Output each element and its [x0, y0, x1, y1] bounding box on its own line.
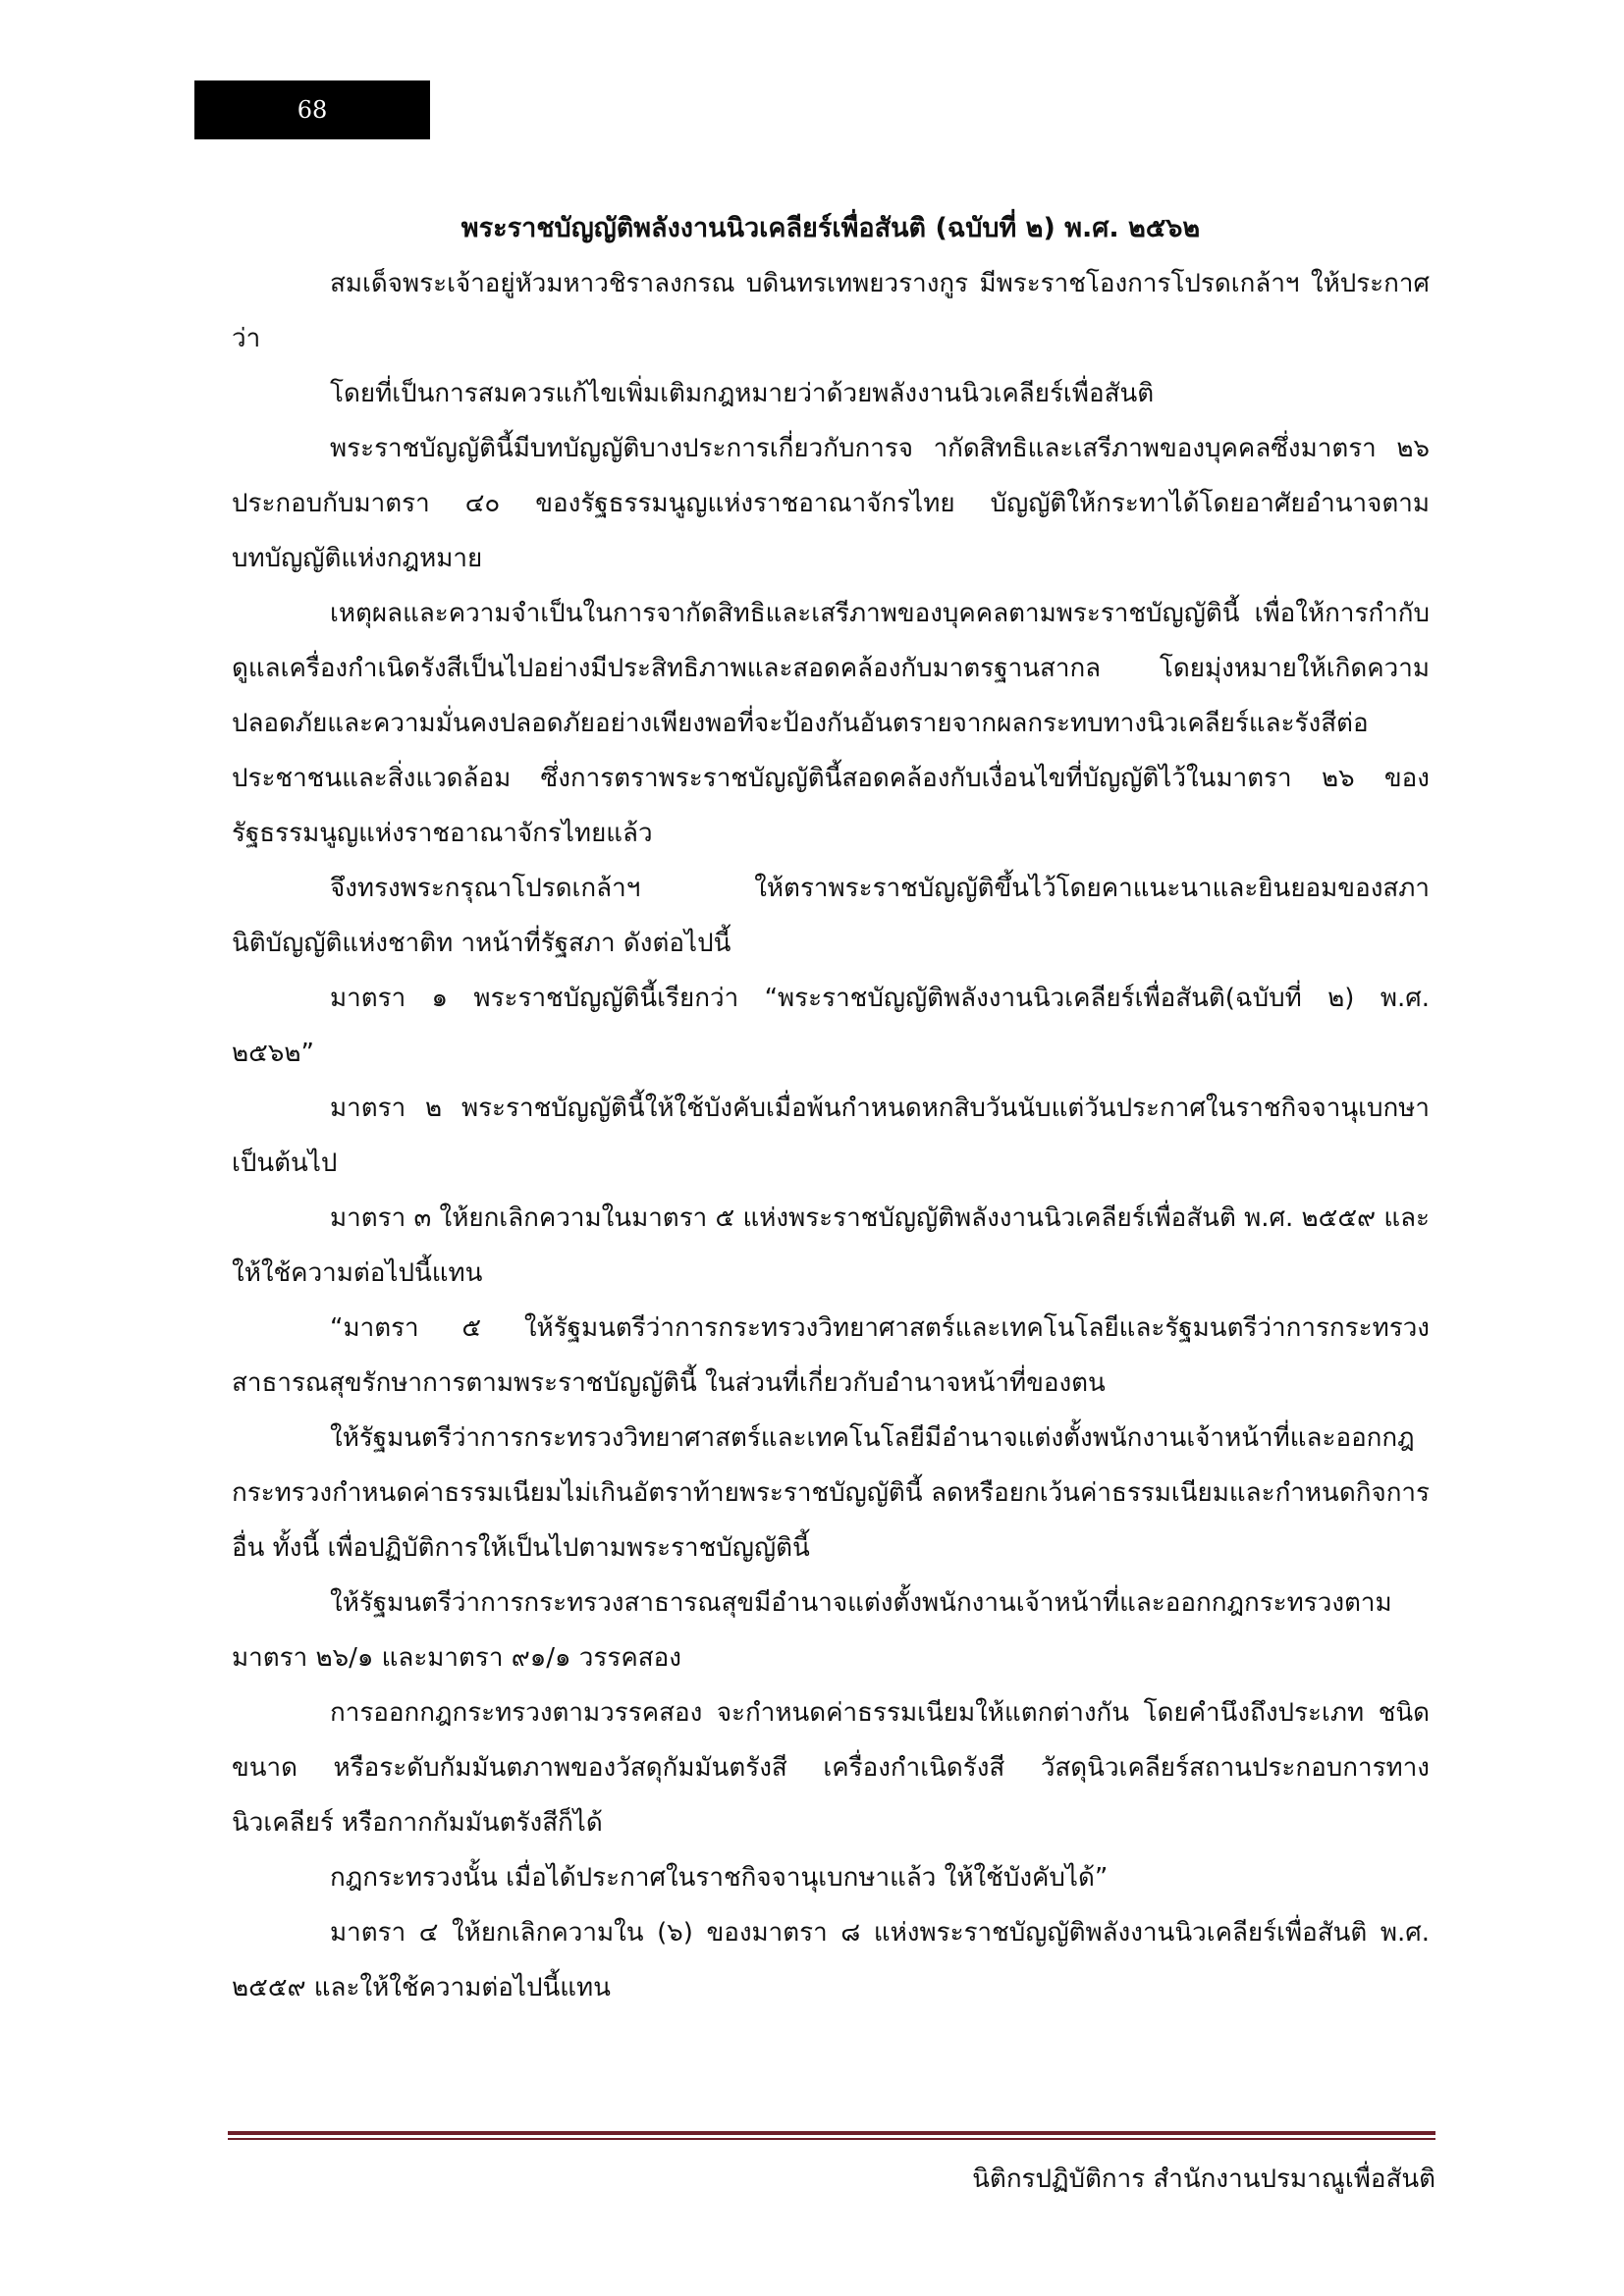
page-number: 68	[194, 80, 430, 139]
section-3: มาตรา ๓ ให้ยกเลิกความในมาตรา ๕ แห่งพระราชบัญญัติพลังงานนิวเคลียร์เพื่อสันติ พ.ศ. ๒๕๕๙ และให้ใช้ความต่อไปนี้แทน	[232, 1203, 1430, 1288]
paragraph: การออกกฎกระทรวงตามวรรคสอง จะกำหนดค่าธรรมเนียมให้แตกต่างกัน โดยคำนึงถึงประเภท ชนิด ขนาด หรือระดับกัมมันตภาพของวัสดุกัมมันตรังสี เครื่องกำเนิดรังสี วัสดุนิวเคลียร์สถานประกอบการทางนิวเคลียร์ หรือกากกัมมันตรังสีก็ได้	[232, 1698, 1430, 1838]
paragraph: เหตุผลและความจำเป็นในการจากัดสิทธิและเสรีภาพของบุคคลตามพระราชบัญญัตินี้ เพื่อให้การกำกับดูแลเครื่องกำเนิดรังสีเป็นไปอย่างมีประสิทธิภาพและสอดคล้องกับมาตรฐานสากล โดยมุ่งหมายให้เกิดความปลอดภัยและความมั่นคงปลอดภัยอย่างเพียงพอที่จะป้องกันอันตรายจากผลกระทบทางนิวเคลียร์และรังสีต่อประชาชนและสิ่งแวดล้อม ซึ่งการตราพระราชบัญญัตินี้สอดคล้องกับเงื่อนไขที่บัญญัติไว้ในมาตรา ๒๖ ของรัฐธรรมนูญแห่งราชอาณาจักรไทยแล้ว	[232, 599, 1430, 848]
paragraph: โดยที่เป็นการสมควรแก้ไขเพิ่มเติมกฎหมายว่าด้วยพลังงานนิวเคลียร์เพื่อสันติ	[330, 379, 1155, 408]
paragraph: จึงทรงพระกรุณาโปรดเกล้าฯ ให้ตราพระราชบัญญัติขึ้นไว้โดยคาแนะนาและยินยอมของสภานิติบัญญัติแห่งชาติท าหน้าที่รัฐสภา ดังต่อไปนี้	[232, 874, 1430, 958]
section-4: มาตรา ๔ ให้ยกเลิกความใน (๖) ของมาตรา ๘ แห่งพระราชบัญญัติพลังงานนิวเคลียร์เพื่อสันติ พ.ศ. ๒๕๕๙ และให้ใช้ความต่อไปนี้แทน	[232, 1918, 1430, 2002]
paragraph: ให้รัฐมนตรีว่าการกระทรวงวิทยาศาสตร์และเทคโนโลยีมีอำนาจแต่งตั้งพนักงานเจ้าหน้าที่และออกกฎกระทรวงกำหนดค่าธรรมเนียมไม่เกินอัตราท้ายพระราชบัญญัตินี้ ลดหรือยกเว้นค่าธรรมเนียมและกำหนดกิจการอื่น ทั้งนี้ เพื่อปฏิบัติการให้เป็นไปตามพระราชบัญญัตินี้	[232, 1423, 1430, 1563]
section-2: มาตรา ๒ พระราชบัญญัตินี้ให้ใช้บังคับเมื่อพ้นกำหนดหกสิบวันนับแต่วันประกาศในราชกิจจานุเบกษาเป็นต้นไป	[232, 1094, 1430, 1178]
paragraph: กฎกระทรวงนั้น เมื่อได้ประกาศในราชกิจจานุเบกษาแล้ว ให้ใช้บังคับได้”	[330, 1863, 1109, 1893]
footer-text: นิติกรปฏิบัติการ สำนักงานปรมาณูเพื่อสันติ	[972, 2164, 1435, 2194]
document-body	[232, 201, 1430, 2015]
quoted-section-5: “มาตรา ๕ ให้รัฐมนตรีว่าการกระทรวงวิทยาศาสตร์และเทคโนโลยีและรัฐมนตรีว่าการกระทรวงสาธารณสุขรักษาการตามพระราชบัญญัตินี้ ในส่วนที่เกี่ยวกับอำนาจหน้าที่ของตน	[232, 1313, 1430, 1398]
paragraph: พระราชบัญญัตินี้มีบทบัญญัติบางประการเกี่ยวกับการจ ากัดสิทธิและเสรีภาพของบุคคลซึ่งมาตรา ๒๖ ประกอบกับมาตรา ๔๐ ของรัฐธรรมนูญแห่งราชอาณาจักรไทย บัญญัติให้กระทาได้โดยอาศัยอำนาจตามบทบัญญัติแห่งกฎหมาย	[232, 434, 1430, 573]
section-1: มาตรา ๑ พระราชบัญญัตินี้เรียกว่า “พระราชบัญญัติพลังงานนิวเคลียร์เพื่อสันติ(ฉบับที่ ๒) พ.ศ. ๒๕๖๒”	[232, 984, 1430, 1068]
paragraph: ให้รัฐมนตรีว่าการกระทรวงสาธารณสุขมีอำนาจแต่งตั้งพนักงานเจ้าหน้าที่และออกกฎกระทรวงตามมาตรา ๒๖/๑ และมาตรา ๙๑/๑ วรรคสอง	[232, 1588, 1392, 1673]
paragraph: สมเด็จพระเจ้าอยู่หัวมหาวชิราลงกรณ บดินทรเทพยวรางกูร มีพระราชโองการโปรดเกล้าฯ ให้ประกาศว่า	[232, 269, 1430, 353]
document-title: พระราชบัญญัติพลังงานนิวเคลียร์เพื่อสันติ (ฉบับที่ ๒) พ.ศ. ๒๕๖๒	[460, 213, 1201, 243]
footer-rule-thin	[228, 2138, 1435, 2140]
footer-rule	[228, 2131, 1435, 2135]
